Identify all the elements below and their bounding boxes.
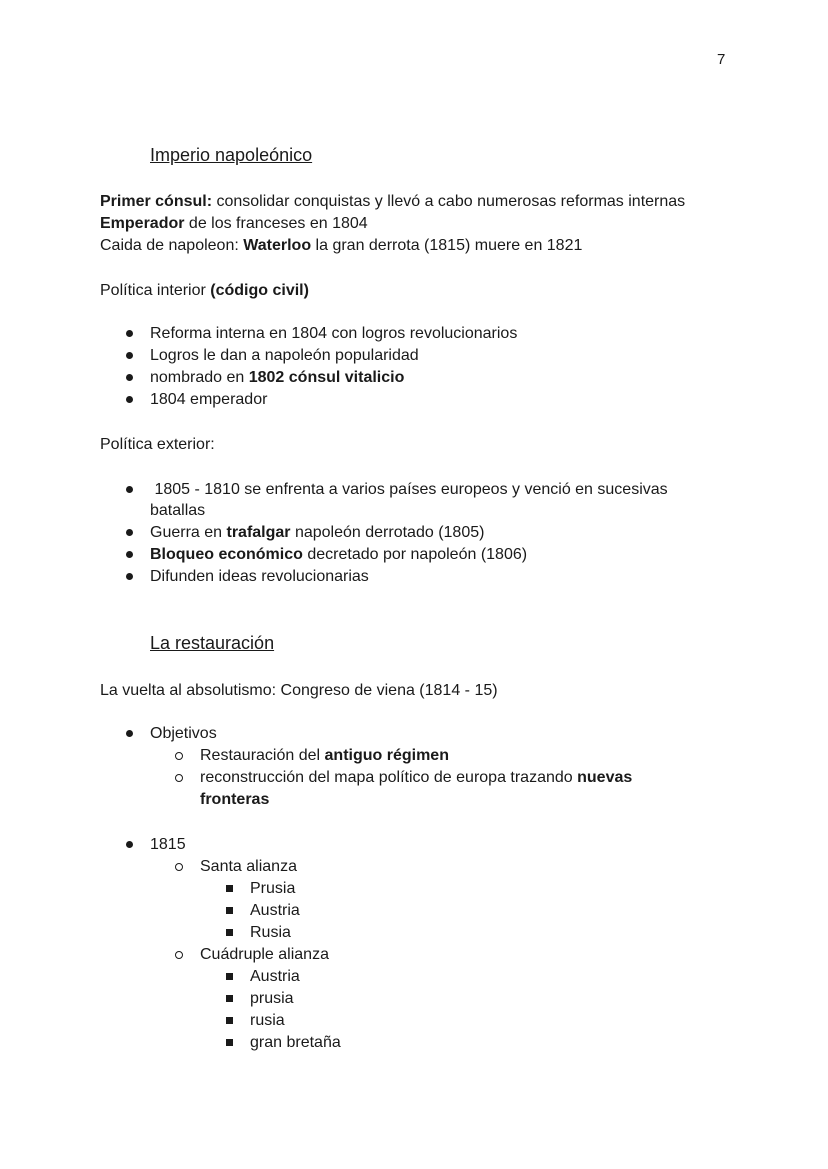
paragraph-caida: Caida de napoleon: Waterloo la gran derrota (1815) muere en 1821: [100, 237, 583, 254]
bullet-icon: [126, 841, 133, 848]
square-bullet-icon: [226, 907, 233, 914]
list-item: 1804 emperador: [150, 391, 268, 408]
label-politica-exterior: Política exterior:: [100, 436, 215, 453]
list-item-continuation: batallas: [150, 502, 206, 519]
bullet-icon: [126, 730, 133, 737]
list-item: Objetivos: [150, 725, 217, 742]
list-item: 1805 - 1810 se enfrenta a varios países europeos y venció en sucesivas: [150, 481, 668, 498]
hollow-bullet-icon: [175, 951, 183, 959]
square-bullet-icon: [226, 973, 233, 980]
section-heading-imperio: Imperio napoleónico: [150, 145, 313, 165]
paragraph-emperador: Emperador de los franceses en 1804: [100, 215, 368, 232]
bullet-icon: [126, 551, 133, 558]
hollow-bullet-icon: [175, 774, 183, 782]
bullet-icon: [126, 396, 133, 403]
list-item: nombrado en 1802 cónsul vitalicio: [150, 369, 405, 386]
hollow-bullet-icon: [175, 752, 183, 760]
square-bullet-icon: [226, 995, 233, 1002]
bullet-icon: [126, 374, 133, 381]
list-item: gran bretaña: [250, 1034, 341, 1051]
list-item: Rusia: [250, 924, 291, 941]
list-item: Austria: [250, 902, 300, 919]
list-item: Prusia: [250, 880, 296, 897]
square-bullet-icon: [226, 1017, 233, 1024]
list-item: rusia: [250, 1012, 285, 1029]
square-bullet-icon: [226, 929, 233, 936]
label-politica-interior: Política interior (código civil): [100, 282, 309, 299]
square-bullet-icon: [226, 885, 233, 892]
list-item: Austria: [250, 968, 300, 985]
page-number: 7: [717, 51, 726, 68]
bullet-icon: [126, 352, 133, 359]
list-item: Reforma interna en 1804 con logros revolucionarios: [150, 325, 518, 342]
list-item: Bloqueo económico decretado por napoleón (1806): [150, 546, 528, 563]
list-item: Cuádruple alianza: [200, 946, 329, 963]
list-item: prusia: [250, 990, 294, 1007]
section-heading-restauracion: La restauración: [150, 633, 275, 653]
list-item: Difunden ideas revolucionarias: [150, 568, 369, 585]
paragraph-primer-consul: Primer cónsul: consolidar conquistas y llevó a cabo numerosas reformas internas: [100, 193, 686, 210]
list-item: Guerra en trafalgar napoleón derrotado (1805): [150, 524, 485, 541]
bullet-icon: [126, 330, 133, 337]
bullet-icon: [126, 529, 133, 536]
bullet-icon: [126, 486, 133, 493]
list-item-continuation: fronteras: [200, 791, 270, 808]
list-item: Logros le dan a napoleón popularidad: [150, 347, 419, 364]
list-item: reconstrucción del mapa político de europa trazando nuevas: [200, 769, 633, 786]
list-item: Santa alianza: [200, 858, 297, 875]
paragraph-vuelta-absolutismo: La vuelta al absolutismo: Congreso de viena (1814 - 15): [100, 682, 498, 699]
list-item: 1815: [150, 836, 186, 853]
list-item: Restauración del antiguo régimen: [200, 747, 449, 764]
hollow-bullet-icon: [175, 863, 183, 871]
square-bullet-icon: [226, 1039, 233, 1046]
bullet-icon: [126, 573, 133, 580]
